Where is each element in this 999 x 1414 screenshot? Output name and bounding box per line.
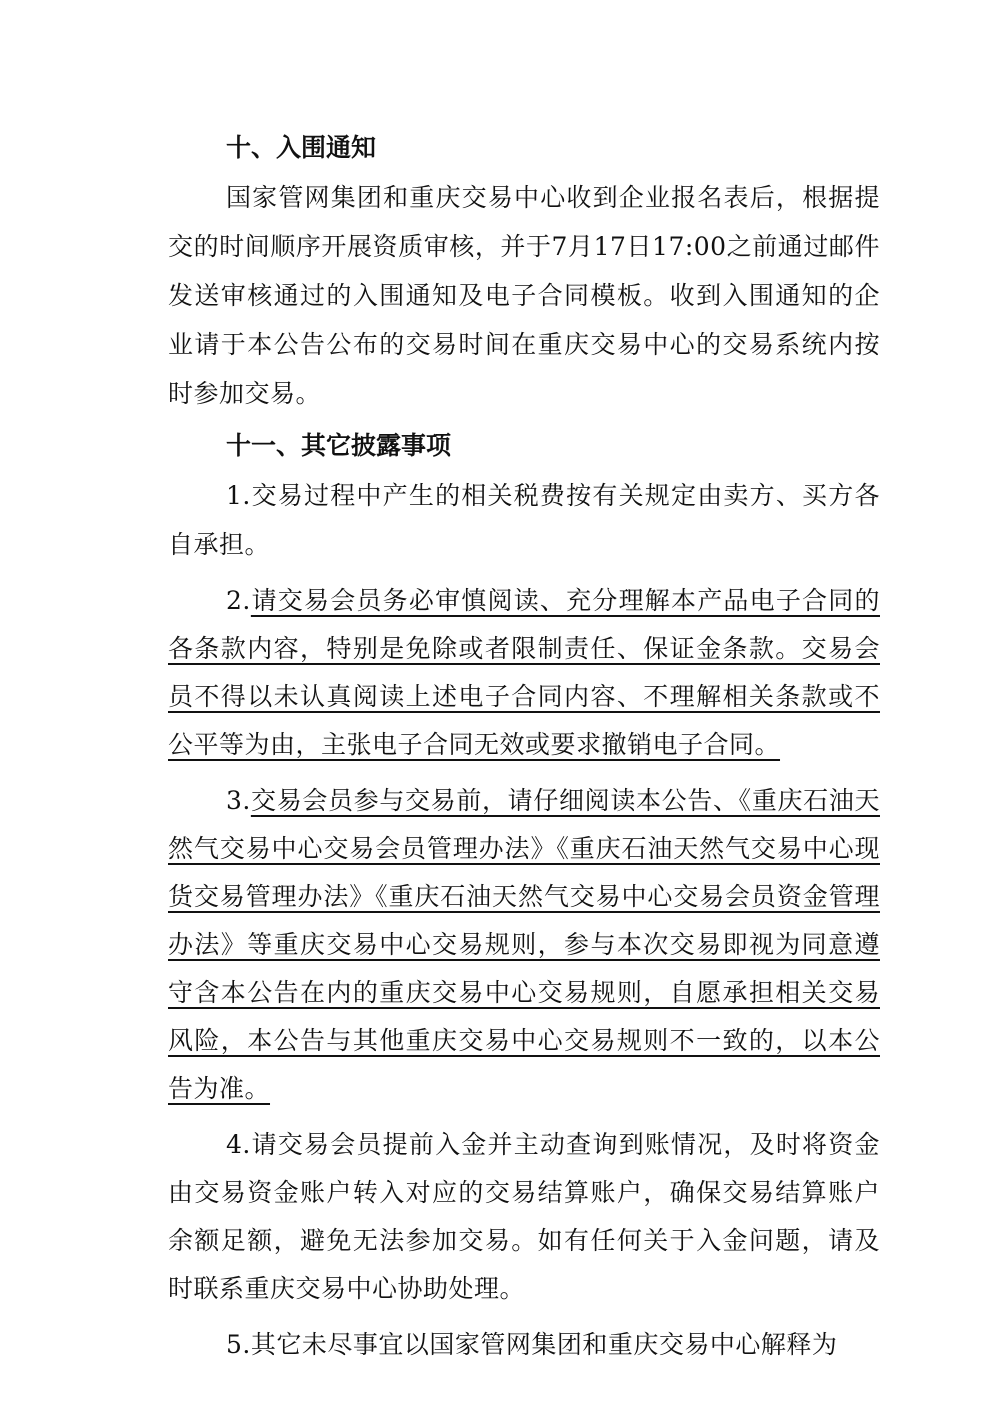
section-heading: 十、入围通知: [226, 133, 377, 162]
item-text-underlined: 请交易会员务必审慎阅读、充分理解本产品电子合同的各条款内容，特别是免除或者限制责任、保证金条款。交易会员不得以未认真阅读上述电子合同内容、不理解相关条款或不公平等为由，主张电子合同无效或要求撤销电子合同。: [168, 586, 880, 759]
item-number: 5.: [226, 1330, 251, 1359]
item-number: 4.: [226, 1130, 251, 1159]
paragraph: 国家管网集团和重庆交易中心收到企业报名表后，根据提交的时间顺序开展资质审核，并于7月17日17:00之前通过邮件发送审核通过的入围通知及电子合同模板。收到入围通知的企业请于本公告公布的交易时间在重庆交易中心的交易系统内按时参加交易。: [168, 183, 880, 408]
item-text-underlined: 交易会员参与交易前，请仔细阅读本公告、《重庆石油天然气交易中心交易会员管理办法》《重庆石油天然气交易中心现货交易管理办法》《重庆石油天然气交易中心交易会员资金管理办法》等重庆交易中心交易规则，参与本次交易即视为同意遵守含本公告在内的重庆交易中心交易规则，自愿承担相关交易风险，本公告与其他重庆交易中心交易规则不一致的，以本公告为准。: [168, 786, 880, 1103]
item-number: 3.: [226, 786, 251, 815]
section-other-disclosures: [168, 421, 880, 1369]
item-number: 1.: [226, 481, 251, 510]
disclosure-item-1: [168, 471, 880, 569]
disclosure-item-5: [168, 1321, 880, 1369]
section-admission-notice: [168, 123, 880, 418]
disclosure-item-4: [168, 1121, 880, 1313]
item-number: 2.: [226, 586, 251, 615]
disclosure-item-3: [168, 777, 880, 1113]
section-heading: 十一、其它披露事项: [226, 431, 452, 460]
disclosure-item-2: [168, 577, 880, 769]
item-text: 请交易会员提前入金并主动查询到账情况，及时将资金由交易资金账户转入对应的交易结算账户，确保交易结算账户余额足额，避免无法参加交易。如有任何关于入金问题，请及时联系重庆交易中心协助处理。: [168, 1130, 880, 1303]
item-text: 其它未尽事宜以国家管网集团和重庆交易中心解释为: [250, 1330, 838, 1359]
item-text: 交易过程中产生的相关税费按有关规定由卖方、买方各自承担。: [168, 481, 880, 559]
document-page: [168, 120, 880, 1369]
